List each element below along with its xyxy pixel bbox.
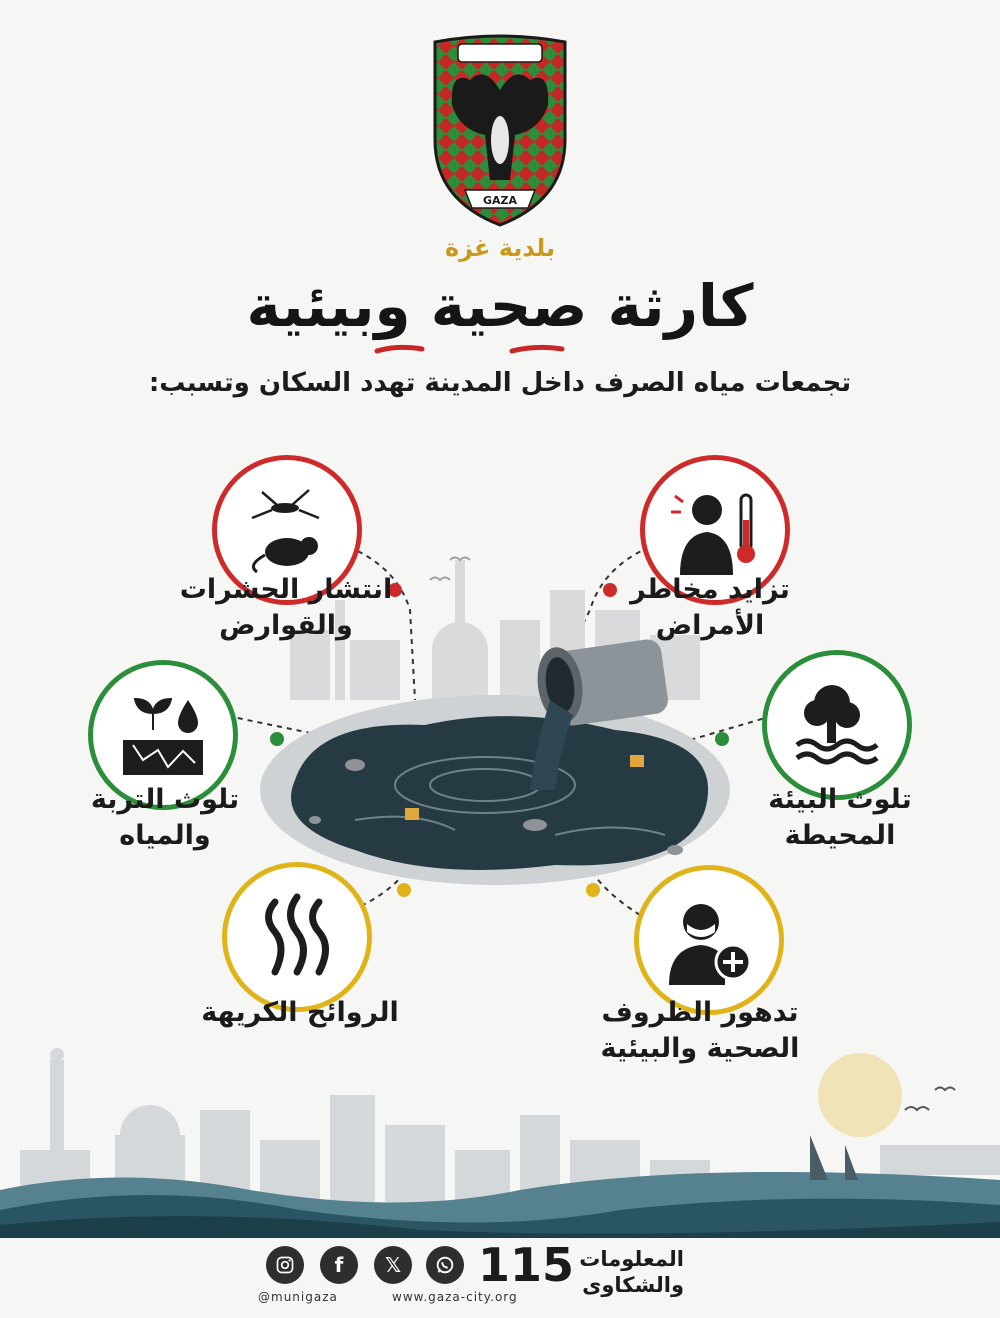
effect-label-line: تلوث التربة [90,784,240,815]
effect-circle-odor [222,862,372,1012]
effect-label-line: تلوث البيئة [768,784,912,815]
website-link[interactable]: www.gaza-city.org [392,1290,518,1304]
title-underline [362,343,652,355]
info-complaints-label [554,1246,684,1298]
effect-label-odor [180,995,420,1031]
social-handle[interactable]: @munigaza [258,1290,338,1304]
connector-dot [586,883,600,897]
municipality-logo [430,30,570,270]
effect-label-disease [610,572,810,644]
sick-person-icon [665,480,765,580]
instagram-icon[interactable] [266,1246,304,1284]
facebook-icon[interactable]: f [320,1246,358,1284]
hotline-number[interactable]: 115 [478,1238,575,1292]
x-icon[interactable]: 𝕏 [374,1246,412,1284]
connector-dot [715,732,729,746]
effect-circle-environment [762,650,912,800]
effect-label-line: والقوارض [219,610,353,641]
soil-water-icon [113,685,213,785]
effect-label-line: تدهور الظروف [601,997,799,1028]
tree-water-icon [787,675,887,775]
effect-label-line: الروائح الكريهة [201,997,399,1028]
info-label-line: والشكاوى [582,1273,684,1297]
odor-icon [247,887,347,987]
masked-person-icon [659,890,759,990]
whatsapp-icon[interactable] [426,1246,464,1284]
effect-label-insects [176,572,396,644]
effect-label-line: الصحية والبيئية [600,1033,800,1064]
connector-dot [270,732,284,746]
page-title: كارثة صحية وبيئية [246,272,754,340]
effect-label-line: تزايد مخاطر [630,574,790,605]
info-label-line: المعلومات [579,1247,684,1271]
svg-text:GAZA: GAZA [482,194,518,207]
gaza-crest-icon [430,30,570,270]
svg-text:بلدية غزة: بلدية غزة [444,234,556,262]
mosquito-rat-icon [237,480,337,580]
effect-circle-deterioration [634,865,784,1015]
connector-dot [397,883,411,897]
effect-label-line: المحيطة [784,820,896,851]
effect-label-deterioration [580,995,820,1067]
effect-label-line: انتشار الحشرات [179,574,393,605]
coastline-illustration [0,1040,1000,1240]
effect-label-line: الأمراض [655,610,765,641]
effect-label-line: والمياه [119,820,211,851]
sewage-puddle-illustration [255,620,755,890]
effect-label-soil [60,782,270,854]
page-subtitle: تجمعات مياه الصرف داخل المدينة تهدد السكان وتسبب: [148,368,852,398]
effect-label-environment [735,782,945,854]
